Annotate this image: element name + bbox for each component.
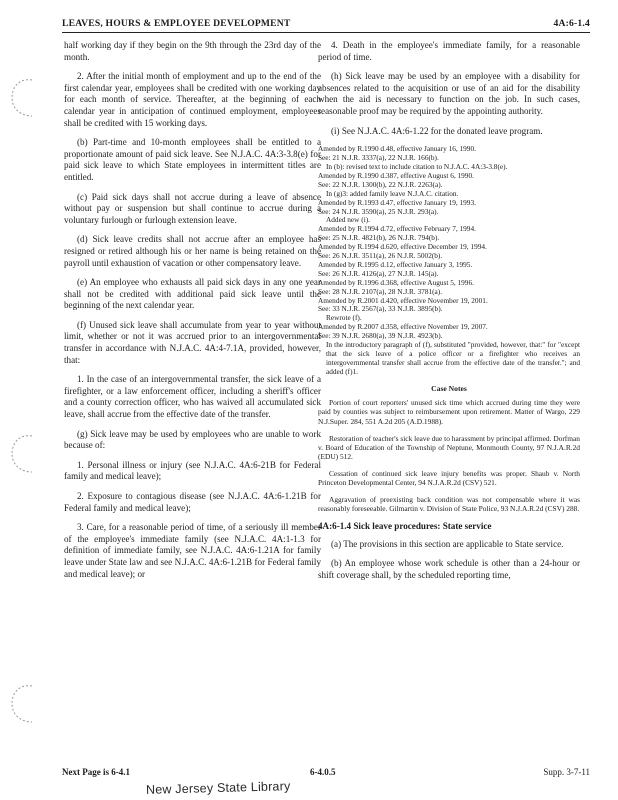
paragraph: 2. Exposure to contagious disease (see N.J.A.C. 4A:6-1.21B for Federal family and medical leave); bbox=[64, 491, 321, 513]
right-column bbox=[318, 40, 580, 590]
paragraph: (h) Sick leave may be used by an employee with a disability for absences related to the acquisition or use of an aid for the disability when the aid is necessary to function on the job. In such cases, reasonable proof may be required by the appointing authority. bbox=[318, 71, 580, 116]
history-notes bbox=[318, 145, 580, 377]
history-line: Amended by R.1994 d.72, effective February 7, 1994. bbox=[318, 224, 476, 234]
paragraph: (e) An employee who exhausts all paid sick days in any one year shall not be credited with additional paid sick leave until the beginning of the next calendar year. bbox=[64, 277, 321, 311]
section-heading: 4A:6-1.4 Sick leave procedures: State service bbox=[318, 521, 492, 532]
case-note: Portion of court reporters' unused sick time which accrued during time they were paid by counties was subject to reimbursement upon retirement. Matter of Wargo, 229 N.J.Super. 284, 551 A.2d 205 (A.D.1988). bbox=[318, 398, 580, 426]
paragraph: 1. Personal illness or injury (see N.J.A.C. 4A:6-21B for Federal family and medical leave); bbox=[64, 459, 321, 482]
binder-hole-mark bbox=[2, 76, 40, 120]
case-note: Restoration of teacher's sick leave due to harassment by principal affirmed. Dorfman v. Board of Education of the Township of Neptune, Monmouth County, 97 N.J.A.R.2d (EDU) 512. bbox=[318, 433, 580, 461]
paragraph: (a) The provisions in this section are applicable to State service. bbox=[331, 538, 564, 549]
history-line: See: 25 N.J.R. 4821(b), 26 N.J.R. 794(b). bbox=[318, 233, 440, 243]
history-line: Amended by R.1994 d.620, effective December 19, 1994. bbox=[318, 242, 487, 252]
history-line: Amended by R.1996 d.368, effective August 5, 1996. bbox=[318, 277, 474, 287]
paragraph: (c) Paid sick days shall not accrue during a leave of absence without pay or suspension but shall continue to accrue during a voluntary furlough or furlough extension leave. bbox=[64, 191, 321, 225]
paragraph: (i) See N.J.A.C. 4A:6-1.22 for the donated leave program. bbox=[331, 125, 543, 136]
history-line: See: 21 N.J.R. 3337(a), 22 N.J.R. 166(b). bbox=[318, 153, 439, 163]
header-title: LEAVES, HOURS & EMPLOYEE DEVELOPMENT bbox=[62, 18, 291, 29]
paragraph: 4. Death in the employee's immediate family, for a reasonable period of time. bbox=[318, 40, 580, 62]
case-note: Cessation of continued sick leave injury benefits was proper. Shaub v. North Princeton Developmental Center, 94 N.J.A.R.2d (CSV) 521. bbox=[318, 468, 580, 487]
paragraph: 1. In the case of an intergovernmental transfer, the sick leave of a firefighter, or a law enforcement officer, including a sheriff's officer and a county correction officer, who has waived all accumulated sick leave, shall accrue from the effective date of the transfer. bbox=[64, 374, 321, 420]
history-line: See: 22 N.J.R. 1300(b), 22 N.J.R. 2263(a). bbox=[318, 179, 443, 189]
page-number: 6-4.0.5 bbox=[310, 767, 336, 777]
history-line: Amended by R.2001 d.420, effective November 19, 2001. bbox=[318, 295, 488, 305]
paragraph: (f) Unused sick leave shall accumulate from year to year without limit, whether or not it was accrued prior to an intergovernmental transfer in accordance with N.J.A.C. 4A:4-7.1A, provided, however, that: bbox=[64, 319, 321, 365]
history-line: Amended by R.1993 d.47, effective January 19, 1993. bbox=[318, 197, 476, 207]
history-line: Amended by R.1990 d.48, effective January 16, 1990. bbox=[318, 144, 476, 154]
next-page-note: Next Page is 6-4.1 bbox=[62, 767, 130, 777]
history-line: In the introductory paragraph of (f), substituted "provided, however, that:" for "except that the sick leave of a police officer or a firefighter who receives an intergovernmental transfer shall accrue from the effective date of the transfer."; and added (f)1. bbox=[326, 340, 580, 376]
history-line: See: 28 N.J.R. 2107(a), 28 N.J.R. 3781(a). bbox=[318, 286, 443, 296]
header-section-number: 4A:6-1.4 bbox=[553, 18, 590, 29]
case-note: Aggravation of preexisting back condition was not compensable where it was reasonably foreseeable. Gilmartin v. Division of State Police, 93 N.J.A.R.2d (CSV) 288. bbox=[318, 495, 580, 514]
history-line: Amended by R.1995 d.12, effective January 3, 1995. bbox=[318, 259, 473, 269]
supplement-date: Supp. 3-7-11 bbox=[543, 767, 590, 777]
history-line: In (b): revised text to include citation to N.J.A.C. 4A:3-3.8(e). bbox=[326, 161, 508, 171]
history-line: Rewrote (f). bbox=[326, 313, 362, 323]
history-line: Amended by R.1990 d.387, effective August 6, 1990. bbox=[318, 170, 474, 180]
paragraph: (b) Part-time and 10-month employees shall be entitled to a proportionate amount of paid sick leave. See N.J.A.C. 4A:3-3.8(e) for paid sick leave to which State employees in intermittent titles are entitled. bbox=[64, 137, 321, 182]
case-notes-title: Case Notes bbox=[431, 383, 467, 393]
history-line: See: 33 N.J.R. 2567(a), 33 N.J.R. 3895(b). bbox=[318, 304, 443, 314]
library-stamp: New Jersey State Library bbox=[145, 779, 291, 797]
paragraph: (d) Sick leave credits shall not accrue after an employee has resigned or retired although his or her name is being retained on the payroll until exhaustion of vacation or other compensatory leave. bbox=[64, 234, 321, 268]
binder-hole-mark bbox=[2, 432, 40, 476]
history-line: Added new (i). bbox=[326, 215, 370, 225]
paragraph: half working day if they begin on the 9th through the 23rd day of the month. bbox=[64, 40, 321, 62]
paragraph: (b) An employee whose work schedule is other than a 24-hour or shift coverage shall, by the scheduled reporting time, bbox=[318, 558, 580, 581]
paragraph: 2. After the initial month of employment and up to the end of the first calendar year, employees shall be credited with one working day for each month of service. Thereafter, at the beginning of each calendar year in anticipation of continued employment, employees shall be credited with 15 working days. bbox=[64, 71, 321, 128]
binder-hole-mark bbox=[2, 682, 40, 726]
history-line: See: 24 N.J.R. 3590(a), 25 N.J.R. 293(a). bbox=[318, 206, 439, 216]
history-line: See: 39 N.J.R. 2680(a), 39 N.J.R. 4923(b). bbox=[318, 331, 443, 341]
paragraph: (g) Sick leave may be used by employees who are unable to work because of: bbox=[64, 428, 321, 451]
history-line: See: 26 N.J.R. 4126(a), 27 N.J.R. 145(a). bbox=[318, 268, 439, 278]
history-line: In (g)3: added family leave N.J.A.C. citation. bbox=[326, 188, 459, 198]
running-header bbox=[62, 14, 590, 33]
history-line: See: 26 N.J.R. 3511(a), 26 N.J.R. 5002(b). bbox=[318, 251, 443, 261]
paragraph: 3. Care, for a reasonable period of time, of a seriously ill member of the employee's immediate family (see N.J.A.C. 4A:1-1.3 for definition of immediate family, see N.J.A.C. 4A:6-1.21A for family leave under State law and see N.J.A.C. 4A:6-1.21B for Federal family and medical leave); or bbox=[64, 522, 321, 579]
left-column bbox=[64, 40, 321, 588]
history-line: Amended by R.2007 d.358, effective November 19, 2007. bbox=[318, 322, 488, 332]
